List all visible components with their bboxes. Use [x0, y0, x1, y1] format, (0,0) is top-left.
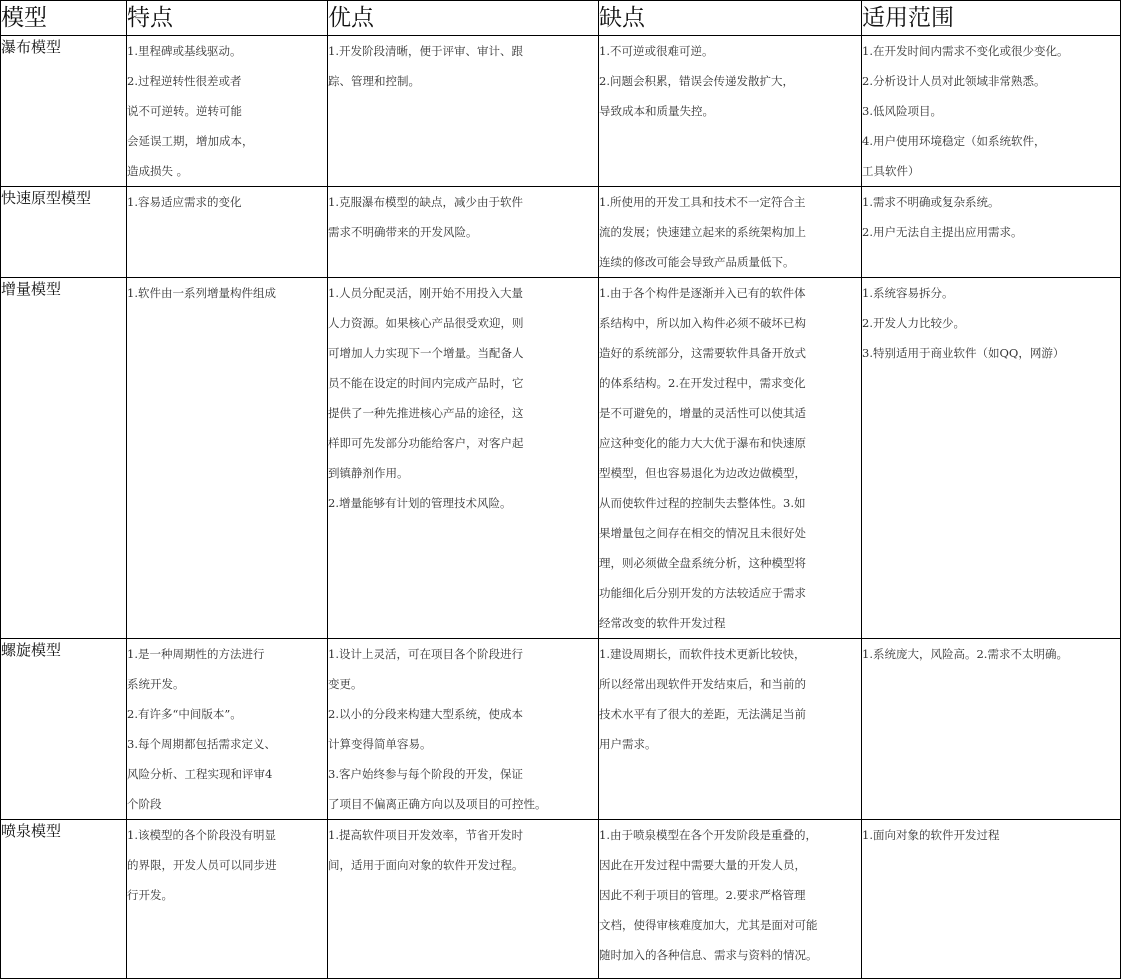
cell-text-line: 踪、管理和控制。: [328, 74, 420, 88]
cons-cell: [599, 639, 862, 820]
model-name-cell: 喷泉模型: [1, 820, 127, 979]
cell-text-line: 了项目不偏离正确方向以及项目的可控性。: [328, 797, 547, 811]
cell-text-line: 是不可避免的，增量的灵活性可以使其适: [599, 406, 806, 420]
cell-text-line: 的界限，开发人员可以同步进: [127, 858, 277, 872]
cell-text-line: 应这种变化的能力大大优于瀑布和快速原: [599, 436, 806, 450]
cell-text-line: 从而使软件过程的控制失去整体性。3.如: [599, 496, 806, 510]
table-row: [1, 639, 1121, 820]
cell-text-line: 1.是一种周期性的方法进行: [127, 647, 265, 661]
cell-text-line: 2.问题会积累，错误会传递发散扩大，: [599, 74, 794, 88]
scope-cell: [862, 278, 1121, 639]
table-row: [1, 187, 1121, 278]
cell-text-line: 1.里程碑或基线驱动。: [127, 44, 242, 58]
cell-text-line: 间，适用于面向对象的软件开发过程。: [328, 858, 524, 872]
cell-text-line: 计算变得简单容易。: [328, 737, 432, 751]
scope-cell: [862, 187, 1121, 278]
cell-text-line: 1.不可逆或很难可逆。: [599, 44, 714, 58]
pros-cell: [328, 187, 599, 278]
cell-text-line: 会延误工期，增加成本，: [127, 134, 254, 148]
table-row: [1, 820, 1121, 979]
header-model: 模型: [1, 1, 127, 36]
cell-text-line: 技术水平有了很大的差距，无法满足当前: [599, 707, 806, 721]
cell-text-line: 4.用户使用环境稳定（如系统软件，: [862, 134, 1046, 148]
cell-text-line: 提供了一种先推进核心产品的途径，这: [328, 406, 524, 420]
features-cell: [127, 36, 328, 187]
pros-cell: [328, 820, 599, 979]
cell-text-line: 1.在开发时间内需求不变化或很少变化。: [862, 44, 1069, 58]
cell-text-line: 用户需求。: [599, 737, 657, 751]
cell-text-line: 到镇静剂作用。: [328, 466, 409, 480]
cell-text-line: 1.设计上灵活，可在项目各个阶段进行: [328, 647, 523, 661]
cell-text-line: 经常改变的软件开发过程: [599, 616, 726, 630]
cell-text-line: 理，则必须做全盘系统分析，这种模型将: [599, 556, 806, 570]
cell-text-line: 2.开发人力比较少。: [862, 316, 965, 330]
header-pros: 优点: [328, 1, 599, 36]
cell-text-line: 2.分析设计人员对此领域非常熟悉。: [862, 74, 1046, 88]
cell-text-line: 的体系结构。2.在开发过程中，需求变化: [599, 376, 806, 390]
cell-text-line: 人力资源。如果核心产品很受欢迎，则: [328, 316, 524, 330]
cell-text-line: 造好的系统部分，这需要软件具备开放式: [599, 346, 806, 360]
cell-text-line: 1.克服瀑布模型的缺点，减少由于软件: [328, 195, 523, 209]
cell-text-line: 1.软件由一系列增量构件组成: [127, 286, 276, 300]
cell-text-line: 1.由于喷泉模型在各个开发阶段是重叠的，: [599, 828, 817, 842]
cell-text-line: 1.面向对象的软件开发过程: [862, 828, 1000, 842]
cell-text-line: 说不可逆转。逆转可能: [127, 104, 242, 118]
cell-text-line: 1.建设周期长，而软件技术更新比较快，: [599, 647, 806, 661]
cell-text-line: 1.容易适应需求的变化: [127, 195, 242, 209]
cell-text-line: 1.该模型的各个阶段没有明显: [127, 828, 276, 842]
header-features: 特点: [127, 1, 328, 36]
header-scope: 适用范围: [862, 1, 1121, 36]
cell-text-line: 3.每个周期都包括需求定义、: [127, 737, 276, 751]
features-cell: [127, 278, 328, 639]
cell-text-line: 3.低风险项目。: [862, 104, 942, 118]
cell-text-line: 型模型，但也容易退化为边改边做模型，: [599, 466, 806, 480]
cell-text-line: 2.有许多“中间版本”。: [127, 707, 242, 721]
cell-text-line: 风险分析、工程实现和评审4: [127, 767, 273, 781]
cell-text-line: 功能细化后分别开发的方法较适应于需求: [599, 586, 806, 600]
cell-text-line: 因此在开发过程中需要大量的开发人员，: [599, 858, 806, 872]
scope-cell: [862, 36, 1121, 187]
cell-text-line: 样即可先发部分功能给客户，对客户起: [328, 436, 524, 450]
pros-cell: [328, 639, 599, 820]
cell-text-line: 导致成本和质量失控。: [599, 104, 714, 118]
cell-text-line: 1.由于各个构件是逐渐并入已有的软件体: [599, 286, 806, 300]
cell-text-line: 流的发展；快速建立起来的系统架构加上: [599, 225, 806, 239]
scope-cell: [862, 820, 1121, 979]
cell-text-line: 文档，使得审核难度加大，尤其是面对可能: [599, 918, 818, 932]
cell-text-line: 员不能在设定的时间内完成产品时，它: [328, 376, 524, 390]
cell-text-line: 3.客户始终参与每个阶段的开发，保证: [328, 767, 523, 781]
scope-cell: [862, 639, 1121, 820]
model-name-cell: 瀑布模型: [1, 36, 127, 187]
cell-text-line: 1.所使用的开发工具和技术不一定符合主: [599, 195, 806, 209]
header-row: [1, 1, 1121, 36]
cell-text-line: 行开发。: [127, 888, 173, 902]
cell-text-line: 个阶段: [127, 797, 162, 811]
cons-cell: [599, 36, 862, 187]
cell-text-line: 1.人员分配灵活，刚开始不用投入大量: [328, 286, 523, 300]
table-row: [1, 36, 1121, 187]
header-cons: 缺点: [599, 1, 862, 36]
pros-cell: [328, 278, 599, 639]
cell-text-line: 1.系统容易拆分。: [862, 286, 954, 300]
cell-text-line: 1.需求不明确或复杂系统。: [862, 195, 1000, 209]
features-cell: [127, 820, 328, 979]
cons-cell: [599, 820, 862, 979]
cons-cell: [599, 187, 862, 278]
cell-text-line: 2.过程逆转性很差或者: [127, 74, 242, 88]
cell-text-line: 可增加人力实现下一个增量。当配备人: [328, 346, 524, 360]
cell-text-line: 工具软件）: [862, 164, 920, 178]
cell-text-line: 1.系统庞大，风险高。2.需求不太明确。: [862, 647, 1068, 661]
model-name-cell: 快速原型模型: [1, 187, 127, 278]
cell-text-line: 所以经常出现软件开发结束后，和当前的: [599, 677, 806, 691]
cell-text-line: 3.特别适用于商业软件（如QQ，网游）: [862, 346, 1065, 360]
cell-text-line: 随时加入的各种信息、需求与资料的情况。: [599, 948, 818, 962]
model-name-cell: 螺旋模型: [1, 639, 127, 820]
features-cell: [127, 639, 328, 820]
cell-text-line: 连续的修改可能会导致产品质量低下。: [599, 255, 795, 269]
cell-text-line: 1.提高软件项目开发效率，节省开发时: [328, 828, 523, 842]
cell-text-line: 变更。: [328, 677, 363, 691]
cell-text-line: 需求不明确带来的开发风险。: [328, 225, 478, 239]
table-row: [1, 278, 1121, 639]
cell-text-line: 1.开发阶段清晰，便于评审、审计、跟: [328, 44, 523, 58]
cell-text-line: 果增量包之间存在相交的情况且未很好处: [599, 526, 806, 540]
cons-cell: [599, 278, 862, 639]
cell-text-line: 2.以小的分段来构建大型系统，使成本: [328, 707, 523, 721]
cell-text-line: 系结构中，所以加入构件必须不破坏已构: [599, 316, 806, 330]
pros-cell: [328, 36, 599, 187]
model-name-cell: 增量模型: [1, 278, 127, 639]
cell-text-line: 2.用户无法自主提出应用需求。: [862, 225, 1023, 239]
cell-text-line: 系统开发。: [127, 677, 185, 691]
cell-text-line: 2.增量能够有计划的管理技术风险。: [328, 496, 512, 510]
cell-text-line: 因此不利于项目的管理。2.要求严格管理: [599, 888, 806, 902]
features-cell: [127, 187, 328, 278]
cell-text-line: 造成损失 。: [127, 164, 189, 178]
